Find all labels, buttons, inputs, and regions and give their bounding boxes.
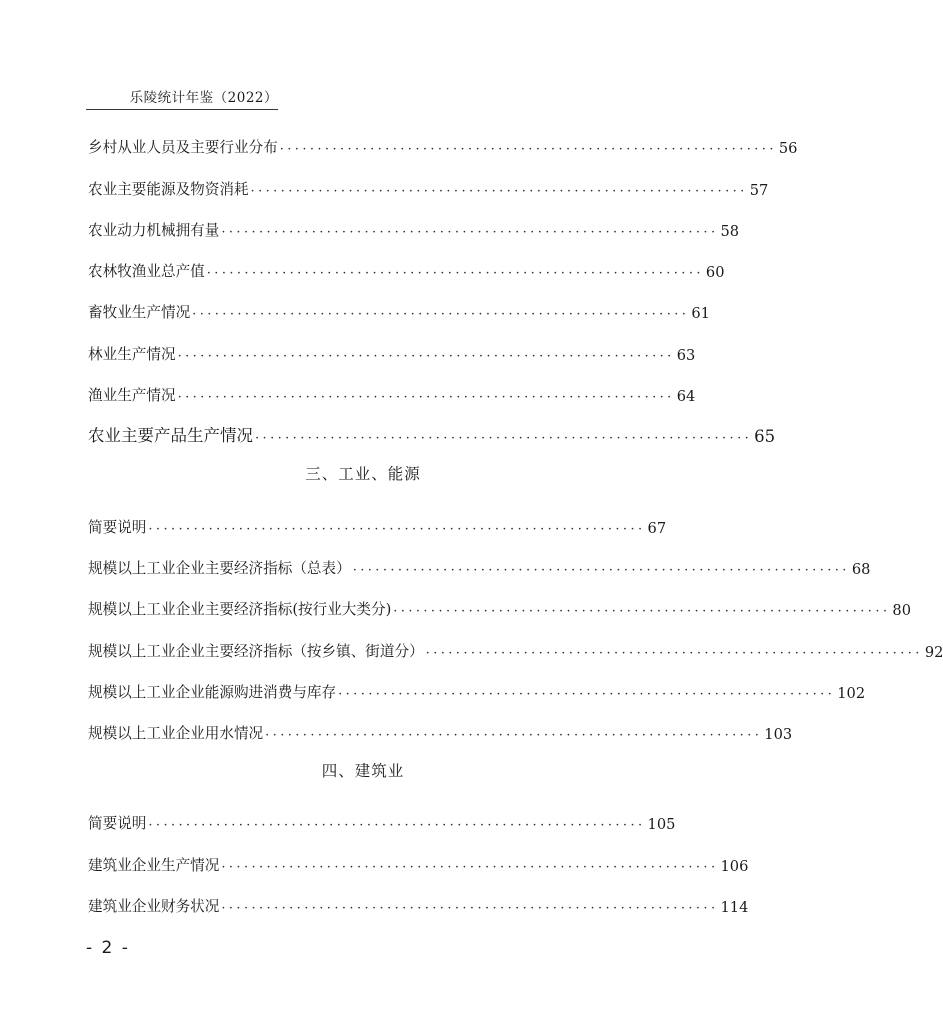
toc-entry[interactable] xyxy=(88,364,696,406)
toc-leader-dots: ·································································· xyxy=(338,686,836,702)
toc-entry-title: 建筑业企业生产情况 xyxy=(88,856,220,874)
toc-entry-page: 56 xyxy=(778,140,798,158)
toc-entry-title: 简要说明 xyxy=(88,815,147,833)
toc-entry[interactable] xyxy=(88,702,793,744)
toc-entry-title: 农业主要能源及物资消耗 xyxy=(88,180,249,198)
toc-leader-dots: ·································································· xyxy=(177,348,675,364)
toc-entry-page: 103 xyxy=(764,726,793,744)
toc-entry-page: 106 xyxy=(720,857,749,875)
toc-entry-page: 61 xyxy=(691,305,710,323)
section-heading-construction: 四、建筑业 xyxy=(321,761,405,780)
toc-entry-page: 57 xyxy=(749,181,769,199)
toc-entry[interactable] xyxy=(88,199,740,240)
toc-entry-title: 规模以上工业企业主要经济指标(按行业大类分) xyxy=(88,601,392,619)
section-heading-industry: 三、工业、能源 xyxy=(305,464,421,483)
page-number: - 2 - xyxy=(86,938,130,958)
toc-entry-title: 农业主要产品生产情况 xyxy=(88,426,253,446)
toc-entry-title: 规模以上工业企业主要经济指标（按乡镇、街道分） xyxy=(88,642,424,660)
toc-entry[interactable] xyxy=(88,405,776,447)
toc-leader-dots: ·································································· xyxy=(148,521,646,537)
toc-entry[interactable] xyxy=(88,792,676,834)
toc-entry[interactable] xyxy=(88,619,943,661)
toc-entry-title: 畜牧业生产情况 xyxy=(88,304,191,322)
toc-entry-page: 65 xyxy=(754,427,776,447)
toc-entry[interactable] xyxy=(88,281,710,323)
toc-leader-dots: ·································································· xyxy=(148,818,646,834)
toc-entry-page: 80 xyxy=(892,602,911,620)
toc-entry-page: 68 xyxy=(851,560,871,578)
toc-entry-title: 林业生产情况 xyxy=(88,345,176,363)
toc-entry-page: 64 xyxy=(676,388,696,406)
toc-entry-title: 简要说明 xyxy=(88,518,147,536)
toc-leader-dots: ·································································· xyxy=(279,142,777,158)
toc-leader-dots: ·································································· xyxy=(206,266,704,282)
table-of-contents xyxy=(88,116,943,917)
toc-leader-dots: ·································································· xyxy=(250,183,748,199)
toc-entry[interactable] xyxy=(88,116,798,158)
toc-entry[interactable] xyxy=(88,833,749,875)
toc-entry[interactable] xyxy=(88,537,871,578)
toc-entry-title: 乡村从业人员及主要行业分布 xyxy=(88,139,278,157)
toc-leader-dots: ·································································· xyxy=(425,645,923,661)
toc-entry-page: 67 xyxy=(647,519,667,537)
toc-entry[interactable] xyxy=(88,322,696,364)
toc-entry-page: 114 xyxy=(720,899,749,917)
toc-entry-title: 建筑业企业财务状况 xyxy=(88,898,220,916)
toc-leader-dots: ·································································· xyxy=(221,224,719,240)
toc-leader-dots: ·································································· xyxy=(265,728,763,744)
toc-entry-page: 92 xyxy=(924,643,943,661)
toc-entry[interactable] xyxy=(88,661,866,702)
toc-entry-title: 规模以上工业企业用水情况 xyxy=(88,725,264,743)
toc-entry-title: 规模以上工业企业主要经济指标（总表） xyxy=(88,559,351,577)
toc-leader-dots: ·································································· xyxy=(177,390,675,406)
toc-leader-dots: ·································································· xyxy=(221,901,719,917)
toc-entry-title: 农业动力机械拥有量 xyxy=(88,221,220,239)
toc-leader-dots: ·································································· xyxy=(255,431,753,447)
toc-entry[interactable] xyxy=(88,495,667,537)
toc-entry-page: 102 xyxy=(837,684,866,702)
toc-entry-title: 规模以上工业企业能源购进消费与库存 xyxy=(88,683,337,701)
toc-entry-page: 58 xyxy=(720,222,740,240)
toc-entry[interactable] xyxy=(88,578,911,620)
toc-entry[interactable] xyxy=(88,157,769,199)
toc-entry[interactable] xyxy=(88,875,749,917)
toc-leader-dots: ·································································· xyxy=(393,604,891,620)
toc-entry-title: 农林牧渔业总产值 xyxy=(88,263,205,281)
toc-entry-page: 63 xyxy=(676,346,696,364)
toc-leader-dots: ·································································· xyxy=(221,859,719,875)
toc-entry-title: 渔业生产情况 xyxy=(88,387,176,405)
toc-leader-dots: ·································································· xyxy=(192,307,690,323)
running-header: 乐陵统计年鉴（2022） xyxy=(86,86,278,110)
toc-leader-dots: ·································································· xyxy=(352,562,850,578)
toc-entry[interactable] xyxy=(88,240,725,282)
toc-entry-page: 105 xyxy=(647,816,676,834)
toc-entry-page: 60 xyxy=(705,264,725,282)
